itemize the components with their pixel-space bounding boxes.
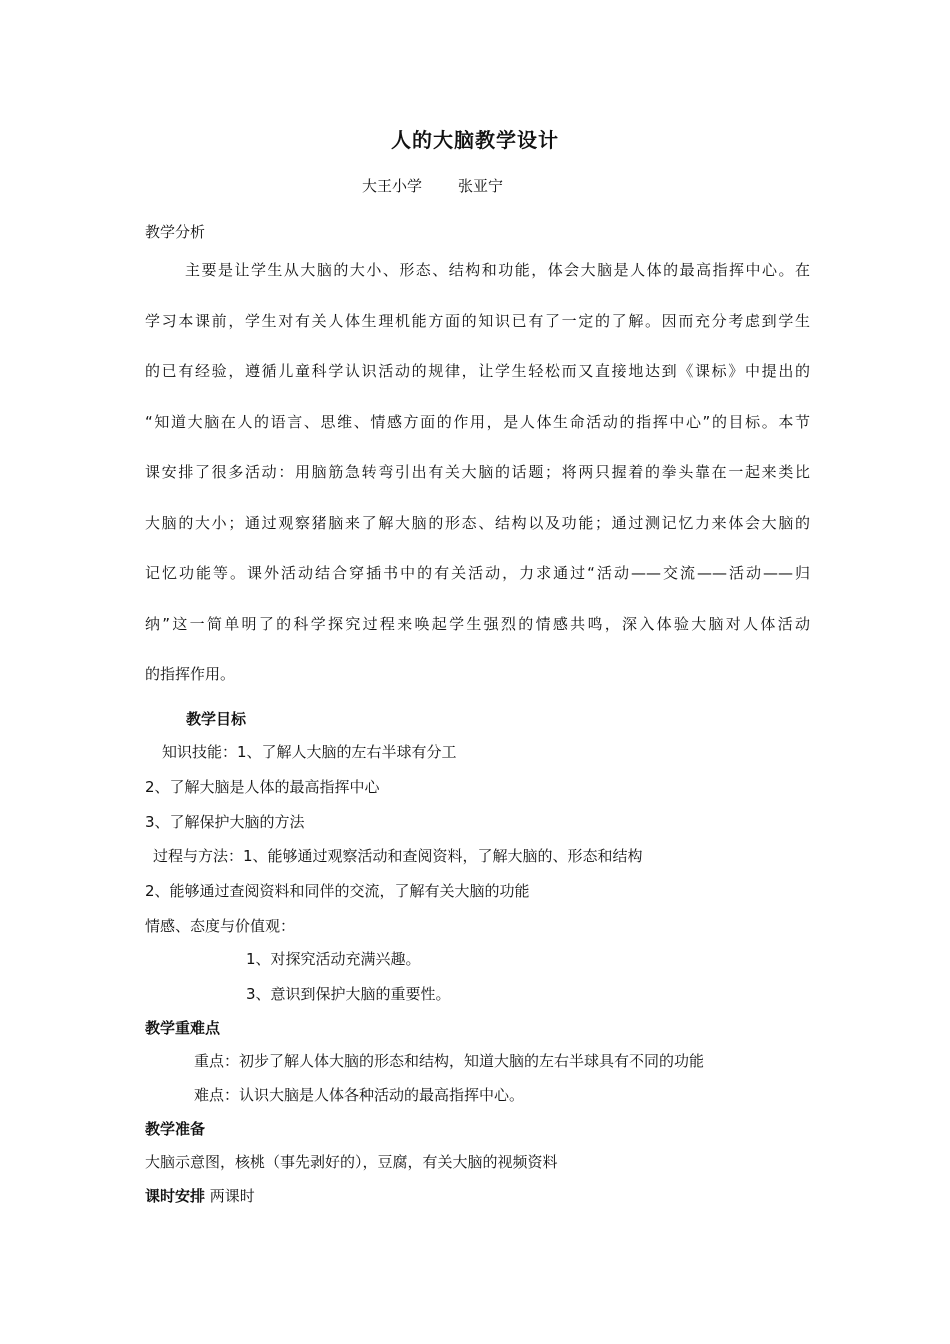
analysis-line: 大脑的大小；通过观察猪脑来了解大脑的形态、结构以及功能；通过测记忆力来体会大脑的 [145,513,810,532]
preparation-heading: 教学准备 [145,1120,206,1138]
emotion-objective-1: 1、对探究活动充满兴趣。 [246,950,421,968]
emotion-objective-3: 3、意识到保护大脑的重要性。 [246,985,451,1003]
analysis-paragraph [145,255,810,710]
analysis-line: 纳”这一简单明了的科学探究过程来唤起学生强烈的情感共鸣，深入体验大脑对人体活动 [145,614,810,633]
analysis-line: 课安排了很多活动：用脑筋急转弯引出有关大脑的话题；将两只握着的拳头靠在一起来类比 [145,463,810,481]
focus-point: 重点：初步了解人体大脑的形态和结构，知道大脑的左右半球具有不同的功能 [194,1052,705,1070]
analysis-line: “知道大脑在人的语言、思维、情感方面的作用，是人体生命活动的指挥中心”的目标。本节 [145,412,810,431]
schedule-heading: 课时安排 [145,1187,206,1205]
document-title: 人的大脑教学设计 [391,128,559,152]
objectives-heading: 教学目标 [186,710,247,728]
teacher-name: 张亚宁 [458,177,504,195]
author-line [362,175,503,196]
analysis-line: 学习本课前，学生对有关人体生理机能方面的知识已有了一定的了解。因而充分考虑到学生 [145,311,810,330]
analysis-line: 记忆功能等。课外活动结合穿插书中的有关活动，力求通过“活动——交流——活动——归 [145,564,810,582]
analysis-line: 的已有经验，遵循儿童科学认识活动的规律，让学生轻松而又直接地达到《课标》中提出的 [145,362,810,380]
difficulty-point: 难点：认识大脑是人体各种活动的最高指挥中心。 [194,1086,525,1104]
school-name: 大王小学 [362,177,423,195]
schedule-content: 两课时 [209,1187,255,1205]
knowledge-objective-1: 知识技能：1、了解人大脑的左右半球有分工 [162,743,457,761]
key-points-heading: 教学重难点 [145,1019,221,1037]
process-objective-2: 2、能够通过查阅资料和同伴的交流，了解有关大脑的功能 [145,882,530,900]
emotion-heading: 情感、态度与价值观： [145,917,296,935]
process-objective-1: 过程与方法：1、能够通过观察活动和查阅资料，了解大脑的、形态和结构 [153,847,643,865]
analysis-line: 主要是让学生从大脑的大小、形态、结构和功能，体会大脑是人体的最高指挥中心。在 [185,261,810,279]
analysis-line: 的指挥作用。 [145,665,236,683]
knowledge-objective-3: 3、了解保护大脑的方法 [145,813,305,831]
analysis-heading: 教学分析 [145,223,206,241]
preparation-content: 大脑示意图，核桃（事先剥好的），豆腐，有关大脑的视频资料 [145,1153,558,1171]
knowledge-objective-2: 2、了解大脑是人体的最高指挥中心 [145,778,380,796]
schedule-line [145,1185,255,1206]
